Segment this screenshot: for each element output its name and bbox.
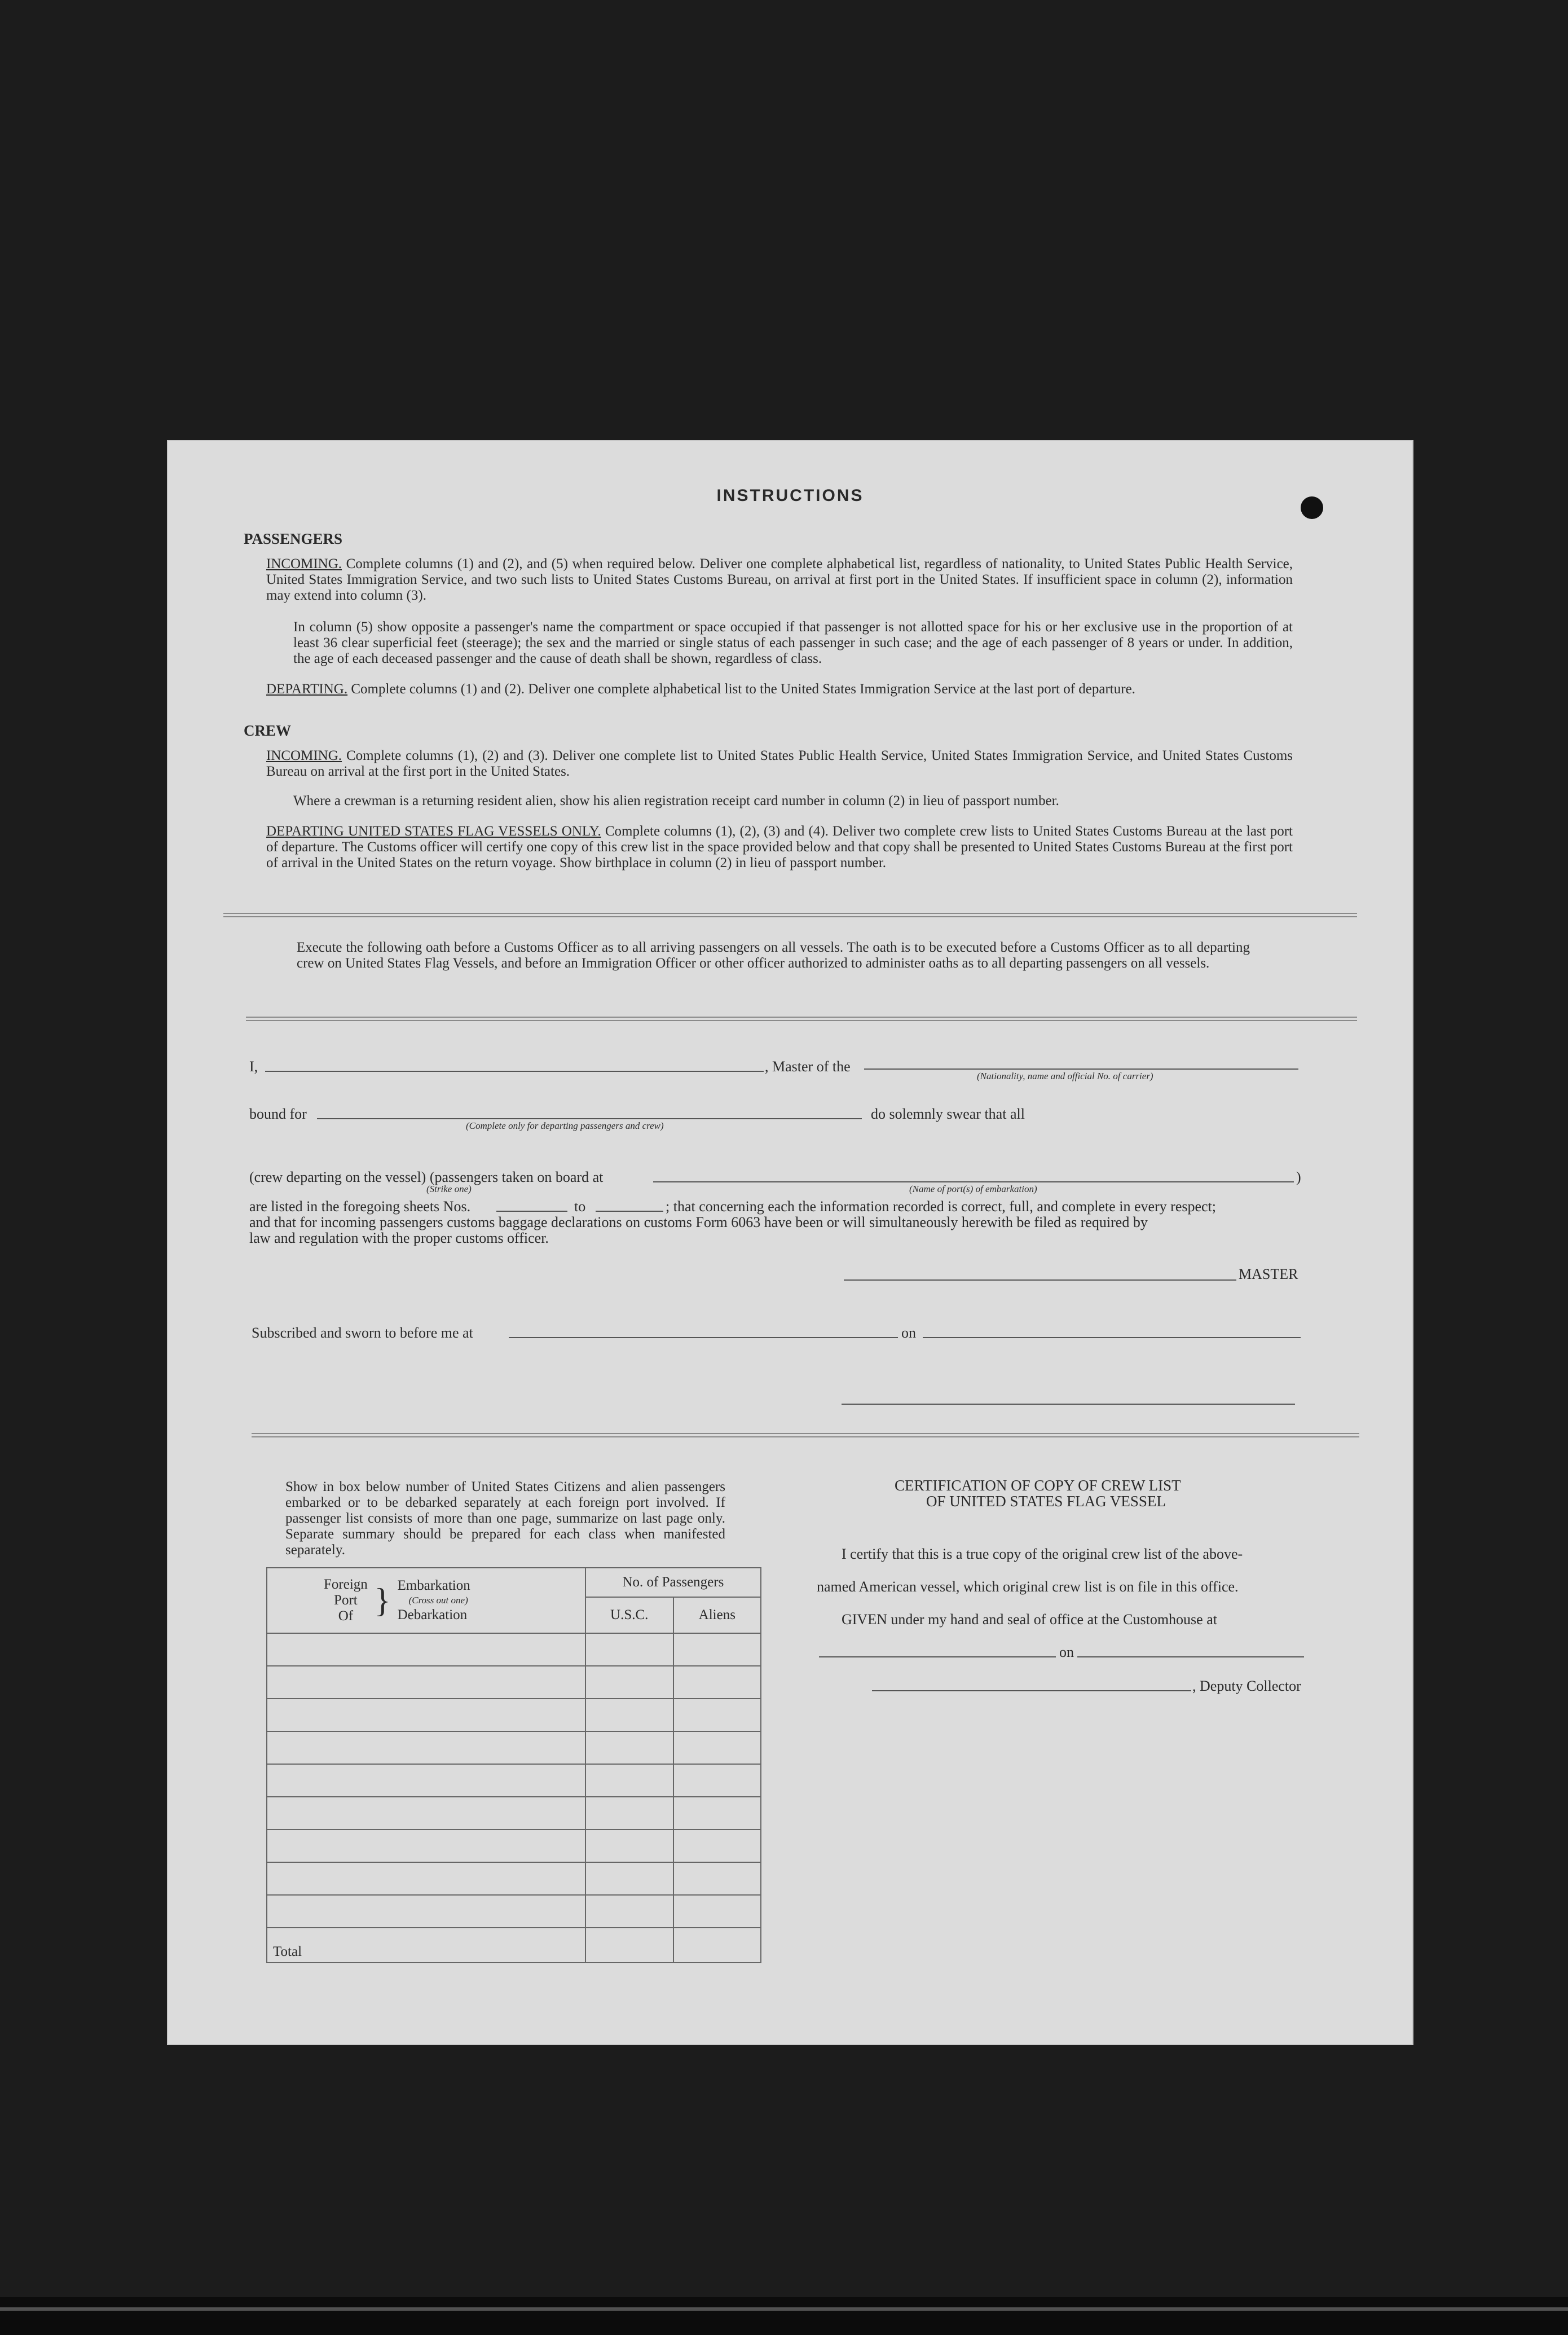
table-row [267, 1797, 761, 1830]
crew-departing-label: DEPARTING UNITED STATES FLAG VESSELS ONLY. [266, 824, 601, 839]
passengers-departing [266, 681, 1293, 697]
passengers-incoming-label: INCOMING. [266, 556, 342, 571]
oath-i-label: I, [249, 1058, 258, 1075]
subscribed-label: Subscribed and sworn to before me at [252, 1325, 473, 1341]
bottom-film-strip [0, 2297, 1568, 2335]
listed-text-1: ; that concerning each the information recorded is correct, full, and complete in every respect; [666, 1198, 1217, 1215]
subscribed-place-field[interactable] [509, 1337, 898, 1338]
passengers-column5: In column (5) show opposite a passenger's name the compartment or space occupied if that passenger is not allotted space for his or her exclusive use in the proportion of at least 36 clear superficial feet (steerage); the sex and the married or single status of each passenger in such case; and the age of each passenger of 8 years or under. In addition, the age of each deceased passenger and the cause of death shall be shown, regardless of class. [293, 619, 1293, 666]
box-instruction: Show in box below number of United States Citizens and alien passengers embarked or to be debarked separately at each foreign port involved. If passenger list consists of more than one page, summarize on last page only. Separate summary should be prepared for each class when manifested separately. [285, 1479, 725, 1558]
embarkation-note: (Name of port(s) of embarkation) [909, 1184, 1037, 1194]
table-row [267, 1862, 761, 1895]
customhouse-field[interactable] [819, 1656, 1082, 1657]
close-paren: ) [1296, 1169, 1301, 1185]
swear-label: do solemnly swear that all [871, 1106, 1025, 1122]
port-label: Port [334, 1593, 358, 1608]
certify-text-2: named American vessel, which original crew list is on file in this office. [817, 1578, 1239, 1595]
crew-departing-text: Complete columns (1), (2), (3) and (4). Deliver two complete crew lists to United States Customs Bureau at the last port of departure. The Customs officer will certify one copy of this crew list in the space provided below and that copy shall be presented to United States Customs Bureau at the first port of arrival in the United States on the return voyage. Show birthplace in column (2) in lieu of passport number. [266, 824, 1293, 870]
subscribed-on-label: on [901, 1325, 916, 1341]
table-row [267, 1666, 761, 1699]
certification-heading-1: CERTIFICATION OF COPY OF CREW LIST [895, 1477, 1181, 1494]
divider [246, 1017, 1357, 1021]
crew-resident: Where a crewman is a returning resident alien, show his alien registration receipt card number in column (2) in lieu of passport number. [293, 793, 1059, 808]
table-row [267, 1764, 761, 1797]
crew-heading: CREW [244, 722, 292, 739]
deputy-collector-label: , Deputy Collector [1192, 1678, 1301, 1694]
listed-text-2: and that for incoming passengers customs baggage declarations on customs Form 6063 have been or will simultaneously herewith be filed as required by [249, 1214, 1148, 1230]
crew-incoming-label: INCOMING. [266, 748, 342, 763]
foreign-label: Foreign [324, 1577, 368, 1592]
page-title: INSTRUCTIONS [716, 486, 864, 505]
certify-text-1: I certify that this is a true copy of the original crew list of the above- [842, 1546, 1243, 1562]
table-row [267, 1830, 761, 1862]
total-label: Total [267, 1928, 585, 1963]
passengers-incoming-text: Complete columns (1) and (2), and (5) when required below. Deliver one complete alphabetical list, regardless of nationality, to United States Public Health Service, United States Immigration Service, and two such lists to United States Customs Bureau, on arrival at first port in the United States. If insufficient space in column (2), information may extend into column (3). [266, 556, 1293, 603]
table-row-total [267, 1928, 761, 1963]
sheet-to-field[interactable] [596, 1211, 663, 1212]
certification-on-label: on [1056, 1644, 1077, 1661]
passengers-heading: PASSENGERS [244, 530, 343, 547]
master-of-the-label: , Master of the [765, 1058, 851, 1075]
master-label: MASTER [1239, 1266, 1298, 1282]
passengers-departing-text: Complete columns (1) and (2). Deliver one complete alphabetical list to the United States Immigration Service at the last port of departure. [351, 681, 1135, 697]
certification-date-field[interactable] [1081, 1656, 1304, 1657]
crew-incoming [266, 748, 1293, 780]
master-name-field[interactable] [265, 1071, 764, 1072]
carrier-field[interactable] [864, 1068, 1298, 1070]
listed-label: are listed in the foregoing sheets Nos. [249, 1198, 471, 1215]
certification-heading-2: OF UNITED STATES FLAG VESSEL [926, 1493, 1166, 1510]
debarkation-label: Debarkation [397, 1607, 468, 1622]
cross-out-note: (Cross out one) [408, 1595, 468, 1606]
subscribed-date-field[interactable] [923, 1337, 1301, 1338]
passengers-departing-label: DEPARTING. [266, 681, 348, 697]
bound-for-note: (Complete only for departing passengers and crew) [466, 1120, 664, 1131]
crew-passengers-label: (crew departing on the vessel) (passengers taken on board at [249, 1169, 604, 1185]
passenger-summary-table: Foreign Port Of } Embarkation (Cross out one) Debarkation No. of Passengers U.S.C. Aliens Total [266, 1567, 761, 1963]
no-of-passengers-header: No. of Passengers [585, 1568, 761, 1597]
oath-instruction: Execute the following oath before a Customs Officer as to all arriving passengers on all vessels. The oath is to be executed before a Customs Officer as to all departing crew on United States Flag Vessels, and before an Immigration Officer or other officer authorized to administer oaths as to all departing passengers on all vessels. [297, 940, 1250, 971]
to-label: to [574, 1198, 586, 1215]
master-signature-field[interactable] [844, 1279, 1236, 1281]
deputy-collector-field[interactable] [872, 1690, 1191, 1691]
crew-incoming-text: Complete columns (1), (2) and (3). Deliver one complete list to United States Public Health Service, United States Immigration Service, and United States Customs Bureau on arrival at the first port in the United States. [266, 748, 1293, 779]
ink-blot-mark [1301, 496, 1323, 519]
strike-note: (Strike one) [426, 1184, 472, 1194]
document-page [167, 440, 1413, 2045]
given-text: GIVEN under my hand and seal of office at the Customhouse at [842, 1611, 1217, 1628]
embarkation-label: Embarkation [397, 1578, 470, 1593]
passengers-incoming [266, 556, 1293, 604]
table-row [267, 1699, 761, 1731]
sheet-from-field[interactable] [496, 1211, 567, 1212]
of-label: Of [338, 1608, 354, 1624]
aliens-header: Aliens [673, 1597, 761, 1633]
crew-departing [266, 824, 1293, 871]
divider [252, 1433, 1359, 1437]
embarkation-port-field[interactable] [653, 1181, 1294, 1182]
table-row [267, 1633, 761, 1666]
divider [223, 913, 1357, 917]
table-row [267, 1731, 761, 1764]
officer-signature-field[interactable] [842, 1404, 1295, 1405]
bound-for-label: bound for [249, 1106, 307, 1122]
bound-for-field[interactable] [317, 1118, 862, 1119]
listed-text-3: law and regulation with the proper customs officer. [249, 1230, 549, 1246]
table-row [267, 1895, 761, 1928]
usc-header: U.S.C. [585, 1597, 673, 1633]
carrier-note: (Nationality, name and official No. of carrier) [977, 1071, 1153, 1081]
